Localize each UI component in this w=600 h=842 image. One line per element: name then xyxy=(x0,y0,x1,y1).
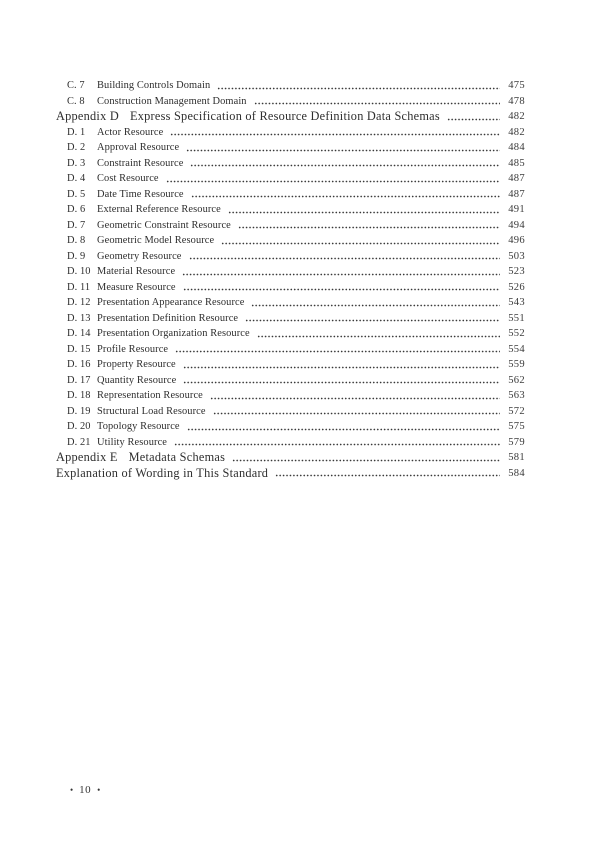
toc-entry-title: Topology Resource xyxy=(97,421,180,433)
toc-entry-page-number: 487 xyxy=(508,188,525,200)
dotted-leader xyxy=(183,373,500,389)
toc-row xyxy=(56,326,525,342)
toc-row xyxy=(56,202,525,218)
toc-entry-title: Presentation Appearance Resource xyxy=(97,297,245,309)
dotted-leader xyxy=(189,249,500,265)
toc-row xyxy=(56,373,525,389)
dotted-leader xyxy=(174,435,500,451)
toc-entry-number: D. 5 xyxy=(67,188,86,200)
dotted-leader xyxy=(275,466,500,482)
toc-entry-title: Utility Resource xyxy=(97,436,167,448)
toc-entry-page-number: 552 xyxy=(508,328,525,340)
toc-entry-title: Property Resource xyxy=(97,359,176,371)
toc-entry-page-number: 575 xyxy=(508,421,525,433)
toc-list xyxy=(56,78,525,481)
toc-entry-number: D. 18 xyxy=(67,390,91,402)
toc-entry-title: Approval Resource xyxy=(97,142,180,154)
toc-entry-title: Material Resource xyxy=(97,266,176,278)
footer-right-dot: • xyxy=(97,785,101,795)
toc-entry-number: D. 6 xyxy=(67,204,86,216)
dotted-leader xyxy=(221,233,500,249)
toc-row xyxy=(56,109,525,125)
toc-entry-number: D. 12 xyxy=(67,297,91,309)
toc-entry-page-number: 572 xyxy=(508,405,525,417)
toc-row xyxy=(56,342,525,358)
toc-entry-title: Date Time Resource xyxy=(97,188,184,200)
footer-left-dot: • xyxy=(70,785,74,795)
toc-entry-title: Metadata Schemas xyxy=(128,450,226,465)
toc-row xyxy=(56,450,525,466)
toc-row xyxy=(56,94,525,110)
dotted-leader xyxy=(245,311,500,327)
toc-entry-page-number: 491 xyxy=(508,204,525,216)
toc-entry-number: D. 3 xyxy=(67,157,86,169)
toc-entry-page-number: 485 xyxy=(508,157,525,169)
toc-row xyxy=(56,404,525,420)
toc-entry-number: D. 13 xyxy=(67,312,91,324)
toc-row xyxy=(56,280,525,296)
toc-entry-title: Profile Resource xyxy=(97,343,169,355)
toc-entry-number: D. 8 xyxy=(67,235,86,247)
toc-row xyxy=(56,171,525,187)
toc-entry-page-number: 579 xyxy=(508,436,525,448)
toc-row xyxy=(56,435,525,451)
toc-entry-page-number: 484 xyxy=(508,142,525,154)
footer-page-number: 10 xyxy=(79,784,92,796)
toc-entry-page-number: 494 xyxy=(508,219,525,231)
toc-entry-page-number: 559 xyxy=(508,359,525,371)
toc-entry-number: Appendix E xyxy=(56,450,118,465)
dotted-leader xyxy=(210,388,500,404)
toc-entry-page-number: 543 xyxy=(508,297,525,309)
toc-entry-page-number: 551 xyxy=(508,312,525,324)
toc-row xyxy=(56,140,525,156)
toc-entry-number: D. 21 xyxy=(67,436,91,448)
toc-entry-title: Explanation of Wording in This Standard xyxy=(56,465,269,480)
toc-entry-number: D. 20 xyxy=(67,421,91,433)
toc-entry-page-number: 487 xyxy=(508,173,525,185)
toc-row xyxy=(56,233,525,249)
toc-row xyxy=(56,218,525,234)
dotted-leader xyxy=(190,156,500,172)
toc-entry-page-number: 478 xyxy=(508,95,525,107)
toc-row xyxy=(56,311,525,327)
toc-row xyxy=(56,187,525,203)
dotted-leader xyxy=(232,450,500,466)
dotted-leader xyxy=(238,218,500,234)
dotted-leader xyxy=(186,140,500,156)
toc-row xyxy=(56,466,525,482)
toc-entry-title: Express Specification of Resource Definition Data Schemas xyxy=(129,109,440,124)
toc-entry-title: Presentation Organization Resource xyxy=(97,328,250,340)
toc-entry-page-number: 482 xyxy=(508,126,525,138)
toc-row xyxy=(56,249,525,265)
dotted-leader xyxy=(166,171,500,187)
toc-entry-title: Quantity Resource xyxy=(97,374,177,386)
toc-entry-page-number: 563 xyxy=(508,390,525,402)
toc-entry-title: Cost Resource xyxy=(97,173,159,185)
dotted-leader xyxy=(213,404,500,420)
toc-entry-number: D. 19 xyxy=(67,405,91,417)
dotted-leader xyxy=(191,187,500,203)
dotted-leader xyxy=(182,264,500,280)
toc-row xyxy=(56,295,525,311)
toc-row xyxy=(56,419,525,435)
dotted-leader xyxy=(175,342,500,358)
toc-entry-number: D. 4 xyxy=(67,173,86,185)
toc-entry-number: D. 16 xyxy=(67,359,91,371)
dotted-leader xyxy=(217,78,500,94)
toc-entry-number: D. 14 xyxy=(67,328,91,340)
toc-entry-number: D. 17 xyxy=(67,374,91,386)
dotted-leader xyxy=(254,94,500,110)
dotted-leader xyxy=(187,419,500,435)
toc-entry-number: D. 15 xyxy=(67,343,91,355)
toc-entry-page-number: 523 xyxy=(508,266,525,278)
toc-row xyxy=(56,357,525,373)
toc-entry-page-number: 482 xyxy=(508,111,525,123)
toc-entry-title: Construction Management Domain xyxy=(97,95,247,107)
toc-entry-number: D. 10 xyxy=(67,266,91,278)
toc-entry-title: Structural Load Resource xyxy=(97,405,206,417)
toc-entry-number: D. 2 xyxy=(67,142,86,154)
toc-entry-title: Geometric Model Resource xyxy=(97,235,215,247)
toc-row xyxy=(56,125,525,141)
dotted-leader xyxy=(170,125,500,141)
dotted-leader xyxy=(228,202,500,218)
toc-entry-page-number: 554 xyxy=(508,343,525,355)
toc-entry-number: D. 1 xyxy=(67,126,86,138)
toc-entry-title: Building Controls Domain xyxy=(97,80,211,91)
toc-entry-number: Appendix D xyxy=(56,109,119,124)
toc-entry-number: C. 8 xyxy=(67,95,85,107)
dotted-leader xyxy=(447,109,500,125)
toc-entry-title: Actor Resource xyxy=(97,126,164,138)
toc-entry-page-number: 503 xyxy=(508,250,525,262)
toc-row xyxy=(56,156,525,172)
toc-entry-number: D. 7 xyxy=(67,219,86,231)
toc-entry-page-number: 584 xyxy=(508,467,525,479)
toc-entry-page-number: 496 xyxy=(508,235,525,247)
toc-entry-title: Geometric Constraint Resource xyxy=(97,219,231,231)
toc-entry-title: External Reference Resource xyxy=(97,204,221,216)
toc-entry-title: Constraint Resource xyxy=(97,157,184,169)
toc-entry-title: Measure Resource xyxy=(97,281,176,293)
toc-entry-title: Presentation Definition Resource xyxy=(97,312,239,324)
dotted-leader xyxy=(183,280,500,296)
toc-entry-number: C. 7 xyxy=(67,80,85,91)
dotted-leader xyxy=(183,357,500,373)
toc-entry-page-number: 526 xyxy=(508,281,525,293)
toc-row xyxy=(56,264,525,280)
toc-entry-title: Geometry Resource xyxy=(97,250,182,262)
dotted-leader xyxy=(251,295,500,311)
toc-entry-page-number: 562 xyxy=(508,374,525,386)
toc-entry-number: D. 11 xyxy=(67,281,91,293)
toc-entry-page-number: 581 xyxy=(508,452,525,464)
page-footer xyxy=(70,783,100,797)
toc-row xyxy=(56,78,525,94)
toc-entry-number: D. 9 xyxy=(67,250,86,262)
toc-row xyxy=(56,388,525,404)
dotted-leader xyxy=(257,326,500,342)
toc-entry-title: Representation Resource xyxy=(97,390,203,402)
toc-entry-page-number: 475 xyxy=(508,80,525,91)
